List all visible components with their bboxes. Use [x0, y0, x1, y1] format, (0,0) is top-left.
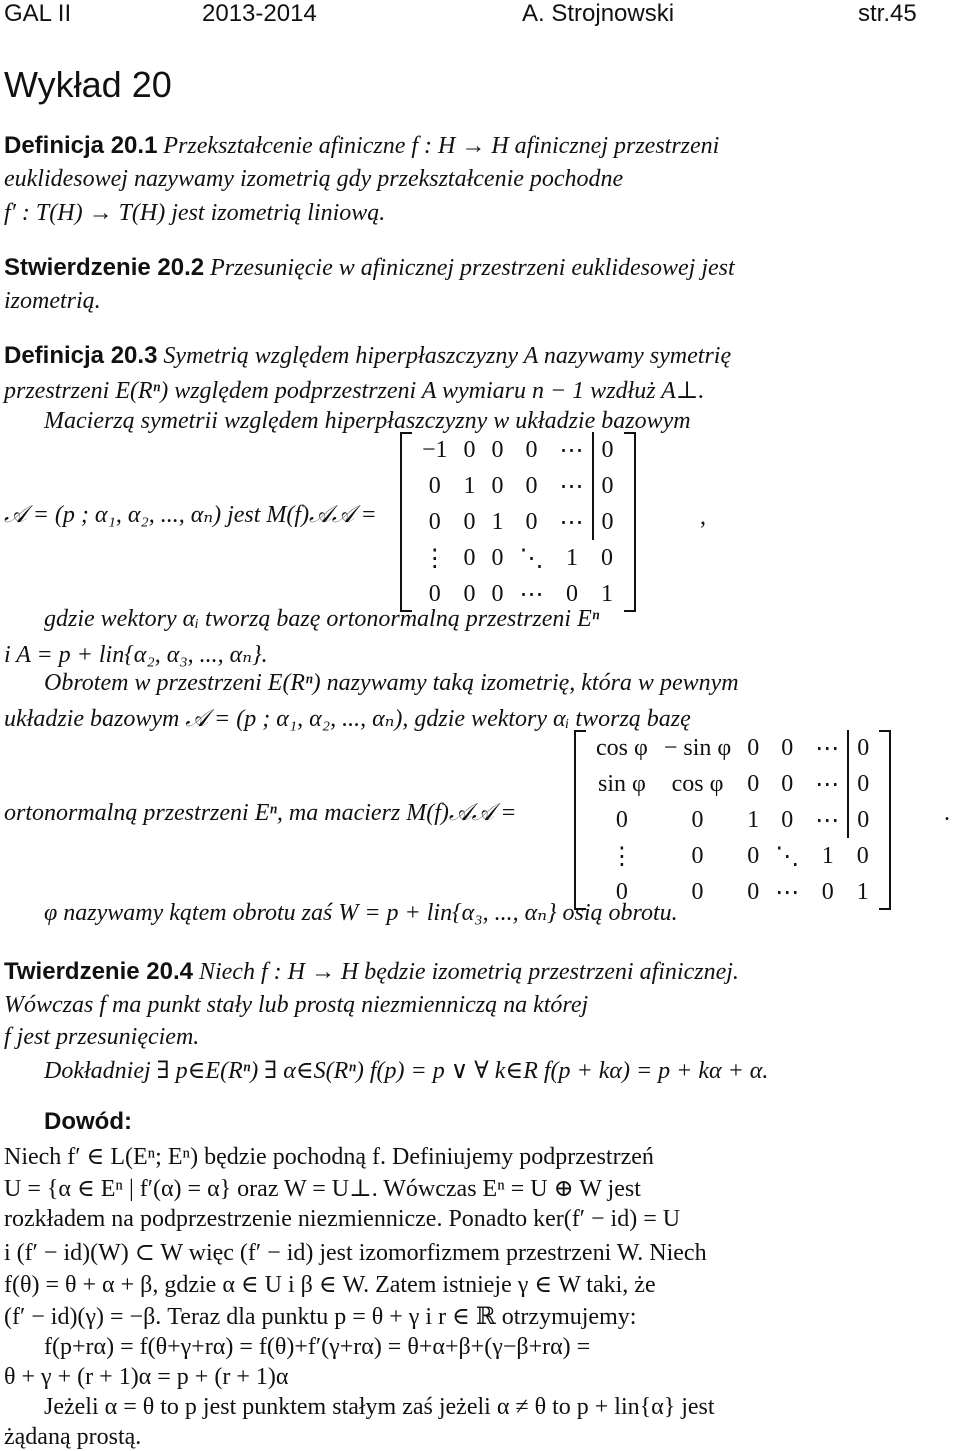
def3-text8: φ nazywamy kątem obrotu zaś W = p + lin{α₃, ..., αₙ} osią obrotu. — [44, 900, 678, 926]
rotation-matrix-row — [588, 838, 877, 874]
tw4-line1 — [4, 958, 739, 986]
tw4-text2: Wówczas f ma punkt stały lub prostą niezmienniczą na której — [4, 992, 589, 1018]
eq2-dot: . — [944, 800, 950, 826]
symmetry-matrix-cell: −1 — [422, 436, 448, 463]
symmetry-matrix-cell: 0 — [525, 472, 538, 499]
rotation-matrix-cell: 0 — [615, 806, 628, 833]
proof-text6: (f′ − id)(γ) = −β. Teraz dla punktu p = θ + γ i r ∈ ℝ otrzymujemy: — [4, 1304, 637, 1330]
proof-text10: żądaną prostą. — [4, 1424, 142, 1450]
rotation-matrix-cell: 0 — [691, 878, 704, 905]
def1-text1: Przekształcenie afiniczne f : H → H afinicznej przestrzeni — [163, 133, 720, 159]
rotation-matrix-cell: 0 — [848, 730, 877, 766]
proof-text7: f(p+rα) = f(θ+γ+rα) = f(θ)+f′(γ+rα) = θ+α+β+(γ−β+rα) = — [44, 1334, 591, 1360]
rotation-matrix-cell: ⋯ — [815, 807, 840, 834]
symmetry-matrix-cell: 0 — [566, 580, 579, 607]
def3-line1 — [4, 342, 731, 370]
tw4-text4: Dokładniej ∃ p∈E(Rⁿ) ∃ α∈S(Rⁿ) f(p) = p ∨ ∀ k∈R f(p + kα) = p + kα + α. — [44, 1058, 769, 1084]
symmetry-matrix-cell: 0 — [463, 580, 476, 607]
symmetry-matrix-cell: 0 — [463, 508, 476, 535]
symmetry-matrix-cell: 0 — [491, 580, 504, 607]
symmetry-matrix-cell: 0 — [428, 580, 441, 607]
rotation-matrix-cell: 0 — [781, 770, 794, 797]
rotation-matrix-cell: 0 — [691, 806, 704, 833]
eq2-lhs: ortonormalną przestrzeni Eⁿ, ma macierz M(f)𝒜𝒜 = — [4, 800, 517, 826]
symmetry-matrix-cell: 0 — [593, 468, 622, 504]
rotation-matrix-cell: 0 — [848, 802, 877, 838]
proof-text1: Niech f′ ∈ L(Eⁿ; Eⁿ) będzie pochodną f. Definiujemy podprzestrzeń — [4, 1144, 654, 1170]
rotation-matrix-cell: 0 — [821, 878, 834, 905]
tw4-text3: f jest przesunięciem. — [4, 1024, 200, 1050]
matrix-left-bracket — [400, 432, 412, 612]
def3-text2: przestrzeni E(Rⁿ) względem podprzestrzeni A wymiaru n − 1 wzdłuż A⊥. — [4, 378, 705, 404]
symmetry-matrix-row — [414, 540, 622, 576]
header-year: 2013-2014 — [202, 0, 317, 27]
rotation-matrix-cell: cos φ — [596, 734, 648, 761]
symmetry-matrix-cell: 1 — [463, 472, 476, 499]
rotation-matrix-cell: 0 — [747, 878, 760, 905]
rotation-matrix-cell: 0 — [848, 766, 877, 802]
symmetry-matrix-cell: 0 — [463, 544, 476, 571]
stw2-label: Stwierdzenie 20.2 — [4, 254, 205, 281]
rotation-matrix-row — [588, 730, 877, 766]
symmetry-matrix-cell: 0 — [601, 544, 614, 571]
rotation-matrix-cell: 1 — [856, 878, 869, 905]
symmetry-matrix-cell: 1 — [566, 544, 579, 571]
rotation-matrix-cell: 0 — [747, 842, 760, 869]
proof-text8: θ + γ + (r + 1)α = p + (r + 1)α — [4, 1364, 289, 1390]
symmetry-matrix-cell: 1 — [601, 580, 614, 607]
def3-text5: i A = p + lin{α₂, α₃, ..., αₙ}. — [4, 642, 268, 668]
proof-text4: i (f′ − id)(W) ⊂ W więc (f′ − id) jest izomorfizmem przestrzeni W. Niech — [4, 1240, 707, 1266]
symmetry-matrix-cell: 0 — [428, 472, 441, 499]
symmetry-matrix-row — [414, 468, 622, 504]
rotation-matrix-cell: ⋯ — [815, 771, 840, 798]
tw4-text1: Niech f : H → H będzie izometrią przestrzeni afinicznej. — [198, 959, 739, 985]
rotation-matrix-cell: ⋯ — [775, 879, 800, 906]
rotation-matrix-cell: cos φ — [671, 770, 724, 797]
symmetry-matrix-cell: 1 — [491, 508, 504, 535]
header-page: str.45 — [858, 0, 917, 27]
symmetry-matrix-cell: 0 — [593, 432, 622, 468]
rotation-matrix-cell: 0 — [615, 878, 628, 905]
rotation-matrix-cell: ⋱ — [775, 843, 800, 870]
rotation-matrix-cell: 0 — [856, 842, 869, 869]
eq1-lhs: 𝒜 = (p ; α₁, α₂, ..., αₙ) jest M(f)𝒜𝒜 = — [4, 502, 377, 528]
rotation-matrix-cell: 0 — [781, 806, 794, 833]
symmetry-matrix-cell: 0 — [525, 436, 538, 463]
rotation-matrix-cell: 1 — [821, 842, 834, 869]
def3-text1: Symetrią względem hiperpłaszczyzny A nazywamy symetrię — [163, 343, 732, 369]
symmetry-matrix-cell: 0 — [491, 472, 504, 499]
rotation-matrix-cell: − sin φ — [663, 734, 732, 761]
def1-text3: f′ : T(H) → T(H) jest izometrią liniową. — [4, 200, 386, 226]
symmetry-matrix-cell: 0 — [428, 508, 441, 535]
header-author: A. Strojnowski — [522, 0, 675, 27]
symmetry-matrix-cell: 0 — [593, 504, 622, 540]
rotation-matrix-table — [588, 730, 877, 910]
rotation-matrix-row — [588, 766, 877, 802]
rotation-matrix-row — [588, 802, 877, 838]
def1-label: Definicja 20.1 — [4, 132, 158, 159]
symmetry-matrix-cell: ⋯ — [519, 581, 544, 608]
rotation-matrix-cell: 0 — [781, 734, 794, 761]
def1-text2: euklidesowej nazywamy izometrią gdy przekształcenie pochodne — [4, 166, 624, 192]
rotation-matrix-cell: ⋯ — [815, 735, 840, 762]
matrix-right-bracket — [624, 432, 636, 612]
rotation-matrix-cell: sin φ — [597, 770, 646, 797]
symmetry-matrix-row — [414, 432, 622, 468]
def3-text3: Macierzą symetrii względem hiperpłaszczyzny w układzie bazowym — [44, 408, 691, 434]
symmetry-matrix-cell: 0 — [491, 436, 504, 463]
rotation-matrix-cell: 1 — [747, 806, 760, 833]
symmetry-matrix-cell: ⋱ — [519, 545, 544, 572]
stw2-text2: izometrią. — [4, 288, 101, 314]
matrix2-left-bracket — [574, 730, 586, 910]
symmetry-matrix-table — [414, 432, 622, 612]
symmetry-matrix-cell: ⋯ — [559, 437, 584, 464]
rotation-matrix — [574, 730, 891, 910]
eq1-comma: , — [700, 504, 706, 530]
def3-text6: Obrotem w przestrzeni E(Rⁿ) nazywamy taką izometrię, która w pewnym — [44, 670, 739, 696]
stw2-text1: Przesunięcie w afinicznej przestrzeni euklidesowej jest — [210, 255, 735, 281]
stw2-line1 — [4, 254, 735, 282]
tw4-label: Twierdzenie 20.4 — [4, 958, 193, 985]
symmetry-matrix-row — [414, 504, 622, 540]
symmetry-matrix-cell: 0 — [525, 508, 538, 535]
def3-text7: układzie bazowym 𝒜 = (p ; α₁, α₂, ..., αₙ), gdzie wektory αᵢ tworzą bazę — [4, 706, 691, 732]
proof-label: Dowód: — [44, 1108, 132, 1135]
def1-line1 — [4, 132, 719, 160]
symmetry-matrix-cell: ⋯ — [559, 473, 584, 500]
symmetry-matrix-cell: ⋮ — [422, 545, 447, 572]
rotation-matrix-cell: ⋮ — [609, 843, 634, 870]
proof-text9: Jeżeli α = θ to p jest punktem stałym zaś jeżeli α ≠ θ to p + lin{α} jest — [44, 1394, 715, 1420]
matrix2-right-bracket — [879, 730, 891, 910]
rotation-matrix-cell: 0 — [747, 734, 760, 761]
symmetry-matrix-cell: 0 — [463, 436, 476, 463]
proof-text2: U = {α ∈ Eⁿ | f′(α) = α} oraz W = U⊥. Wówczas Eⁿ = U ⊕ W jest — [4, 1176, 641, 1202]
def3-text4: gdzie wektory αᵢ tworzą bazę ortonormalną przestrzeni Eⁿ — [44, 606, 600, 632]
rotation-matrix-cell: 0 — [691, 842, 704, 869]
rotation-matrix-cell: 0 — [747, 770, 760, 797]
proof-text3: rozkładem na podprzestrzenie niezmiennicze. Ponadto ker(f′ − id) = U — [4, 1206, 681, 1232]
page-title: Wykład 20 — [4, 64, 172, 105]
symmetry-matrix-cell: ⋯ — [559, 509, 584, 536]
header-course: GAL II — [4, 0, 72, 27]
symmetry-matrix — [400, 432, 636, 612]
symmetry-matrix-cell: 0 — [491, 544, 504, 571]
def3-label: Definicja 20.3 — [4, 342, 158, 369]
proof-text5: f(θ) = θ + α + β, gdzie α ∈ U i β ∈ W. Zatem istnieje γ ∈ W taki, że — [4, 1272, 656, 1298]
